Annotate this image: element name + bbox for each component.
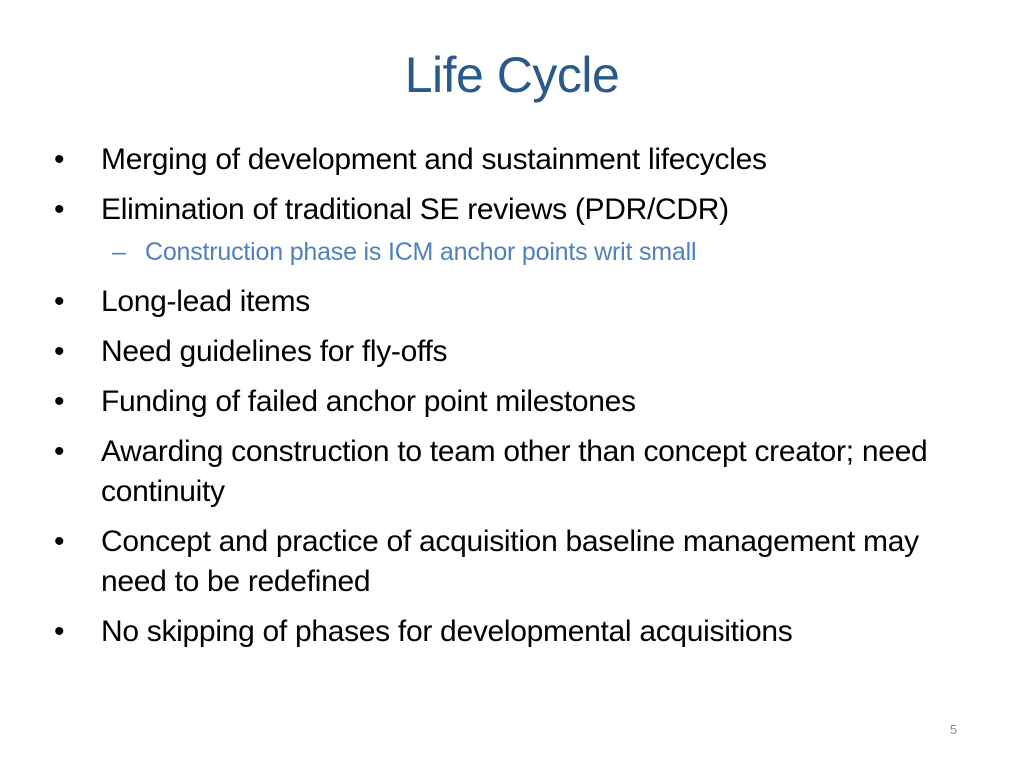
bullet-item (54, 140, 974, 180)
bullet-list (54, 140, 974, 662)
sub-bullet-item (54, 234, 974, 270)
bullet-marker: • (54, 193, 65, 226)
bullet-item (54, 190, 974, 230)
bullet-marker: • (54, 385, 65, 418)
bullet-text: Long-lead items (101, 285, 310, 318)
bullet-text: Awarding construction to team other than concept creator; need continuity (101, 435, 928, 508)
bullet-marker: • (54, 615, 65, 648)
slide-title: Life Cycle (404, 47, 620, 103)
bullet-text: Need guidelines for fly-offs (101, 335, 448, 368)
bullet-item (54, 332, 974, 372)
sub-bullet-text: Construction phase is ICM anchor points writ small (145, 238, 697, 266)
bullet-marker: • (54, 435, 65, 468)
bullet-text: Elimination of traditional SE reviews (PDR/CDR) (101, 193, 729, 226)
bullet-marker: • (54, 335, 65, 368)
page-number: 5 (950, 722, 958, 737)
bullet-item (54, 522, 974, 602)
bullet-text: Concept and practice of acquisition baseline management may need to be redefined (101, 525, 919, 598)
dash-marker: – (112, 238, 126, 266)
bullet-text: Funding of failed anchor point milestones (101, 385, 636, 418)
bullet-item (54, 612, 974, 652)
bullet-text: No skipping of phases for developmental acquisitions (101, 615, 793, 648)
bullet-item (54, 382, 974, 422)
bullet-marker: • (54, 285, 65, 318)
bullet-marker: • (54, 525, 65, 558)
bullet-item (54, 432, 974, 512)
bullet-text: Merging of development and sustainment lifecycles (101, 143, 767, 176)
bullet-marker: • (54, 143, 65, 176)
bullet-item (54, 282, 974, 322)
